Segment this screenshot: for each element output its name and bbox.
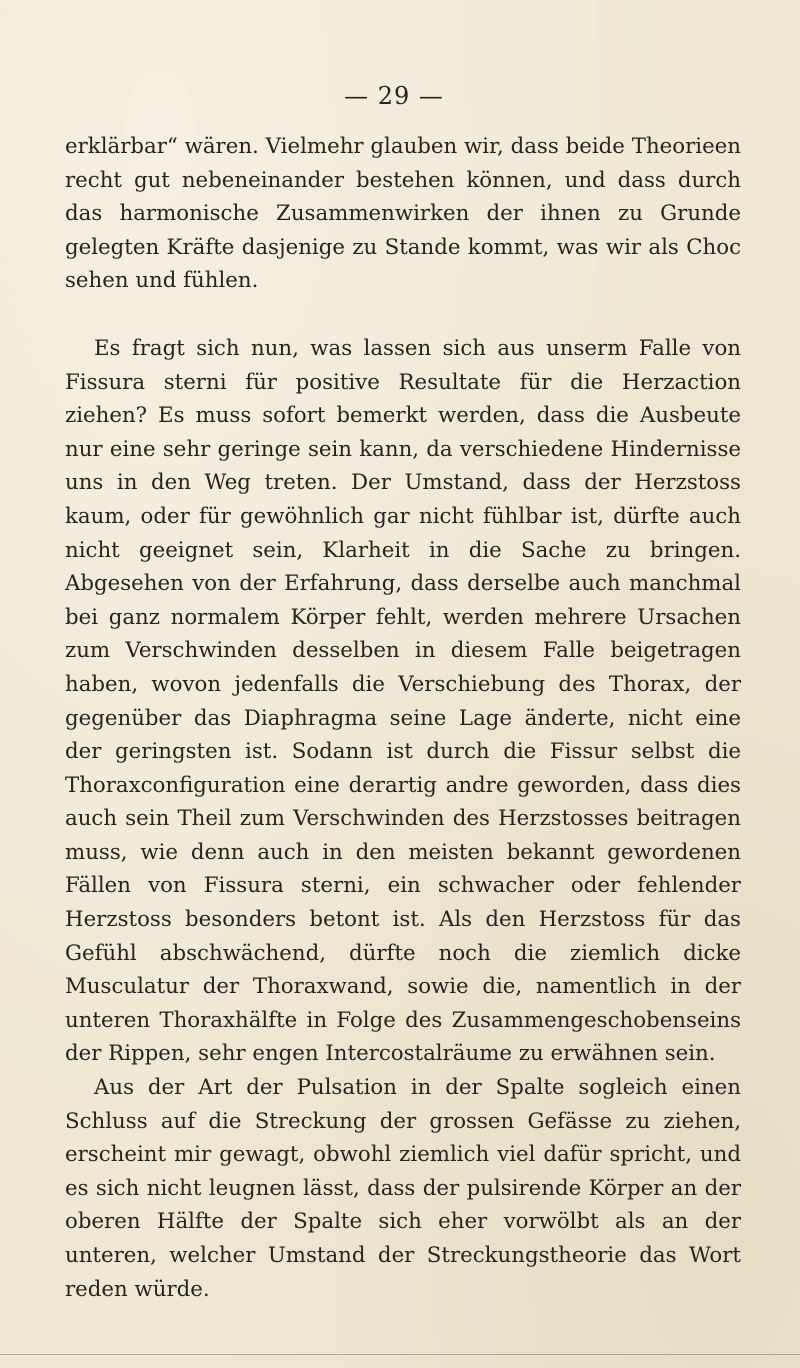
paragraph-2: Es fragt sich nun, was lassen sich aus unserm Falle von Fissura sterni für positive Resultate für die Herzaction ziehen? Es muss sofort bemerkt werden, dass die Ausbeute nur eine sehr geringe sein kann, da verschiedene Hindernisse uns in den Weg treten. Der Umstand, dass der Herzstoss kaum, oder für gewöhnlich gar nicht fühlbar ist, dürfte auch nicht geeignet sein, Klarheit in die Sache zu bringen. Abgesehen von der Erfahrung, dass derselbe auch manchmal bei ganz normalem Körper fehlt, werden mehrere Ursachen zum Verschwinden desselben in diesem Falle beigetragen haben, wovon jedenfalls die Verschiebung des Thorax, der gegenüber das Diaphragma seine Lage änderte, nicht eine der geringsten ist. Sodann ist durch die Fissur selbst die Thoraxconfiguration eine derartig andre geworden, dass dies auch sein Theil zum Verschwinden des Herzstosses beitragen muss, wie denn auch in den meisten bekannt gewordenen Fällen von Fissura sterni, ein schwacher oder fehlender Herzstoss besonders betont ist. Als den Herzstoss für das Gefühl abschwächend, dürfte noch die ziemlich dicke Musculatur der Thoraxwand, sowie die, namentlich in der unteren Thoraxhälfte in Folge des Zusammengeschobenseins der Rippen, sehr engen Intercostalräume zu erwähnen sein. xyxy=(65,335,741,1067)
paragraph-1: erklärbar“ wären. Vielmehr glauben wir, dass beide Theorieen recht gut nebeneinander bestehen können, und dass durch das harmonische Zusammenwirken der ihnen zu Grunde gelegten Kräfte dasjenige zu Stande kommt, was wir als Choc sehen und fühlen. xyxy=(65,134,741,294)
body-text xyxy=(65,130,741,1306)
page-bottom-edge xyxy=(0,1354,800,1355)
page-number: — 29 — xyxy=(344,82,444,110)
paragraph-3: Aus der Art der Pulsation in der Spalte sogleich einen Schluss auf die Streckung der grossen Gefässe zu ziehen, erscheint mir gewagt, obwohl ziemlich viel dafür spricht, und es sich nicht leugnen lässt, dass der pulsirende Körper an der oberen Hälfte der Spalte sich eher vorwölbt als an der unteren, welcher Umstand der Streckungstheorie das Wort reden würde. xyxy=(65,1075,741,1302)
